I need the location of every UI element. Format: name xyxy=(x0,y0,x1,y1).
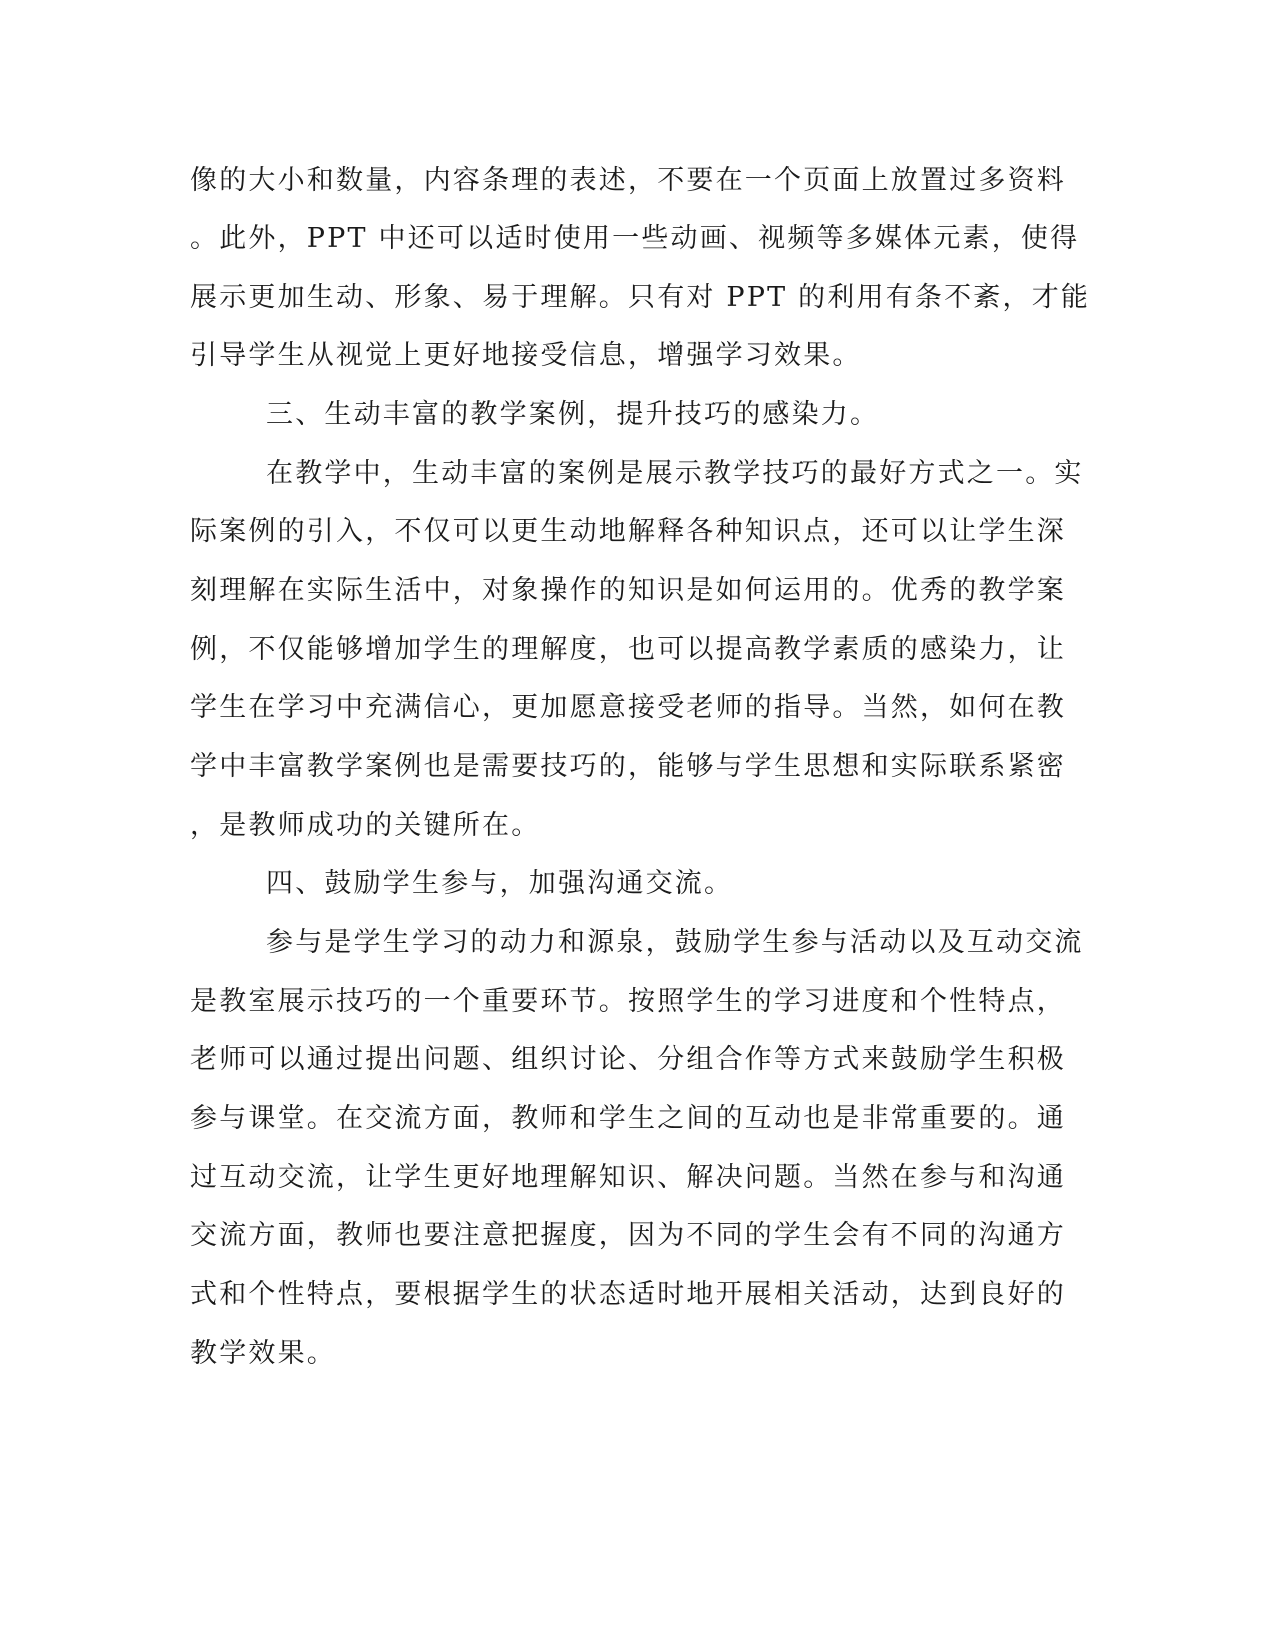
paragraph-line: 是教室展示技巧的一个重要环节。按照学生的学习进度和个性特点， xyxy=(190,986,1066,1017)
section-heading-3: 三、生动丰富的教学案例，提升技巧的感染力。 xyxy=(266,399,880,430)
paragraph-line: 在教学中，生动丰富的案例是展示教学技巧的最好方式之一。实 xyxy=(266,458,1084,489)
paragraph-line: 刻理解在实际生活中，对象操作的知识是如何运用的。优秀的教学案 xyxy=(190,575,1066,606)
paragraph-line: 际案例的引入，不仅可以更生动地解释各种知识点，还可以让学生深 xyxy=(190,516,1066,547)
paragraph-line: 参与是学生学习的动力和源泉，鼓励学生参与活动以及互动交流 xyxy=(266,927,1084,958)
paragraph-line: 式和个性特点，要根据学生的状态适时地开展相关活动，达到良好的 xyxy=(190,1279,1066,1310)
paragraph-line: 像的大小和数量，内容条理的表述，不要在一个页面上放置过多资料 xyxy=(190,165,1066,196)
paragraph-line: ，是教师成功的关键所在。 xyxy=(190,810,541,841)
paragraph-line: 老师可以通过提出问题、组织讨论、分组合作等方式来鼓励学生积极 xyxy=(190,1044,1066,1075)
paragraph-line: 教学效果。 xyxy=(190,1338,336,1369)
paragraph-line: 学中丰富教学案例也是需要技巧的，能够与学生思想和实际联系紧密 xyxy=(190,751,1066,782)
paragraph-line: 引导学生从视觉上更好地接受信息，增强学习效果。 xyxy=(190,340,862,371)
paragraph-line: 展示更加生动、形象、易于理解。只有对 PPT 的利用有条不紊，才能 xyxy=(190,282,1091,313)
paragraph-line: 过互动交流，让学生更好地理解知识、解决问题。当然在参与和沟通 xyxy=(190,1162,1066,1193)
paragraph-line: 例，不仅能够增加学生的理解度，也可以提高教学素质的感染力，让 xyxy=(190,634,1066,665)
paragraph-line: 学生在学习中充满信心，更加愿意接受老师的指导。当然，如何在教 xyxy=(190,692,1066,723)
paragraph-line: 参与课堂。在交流方面，教师和学生之间的互动也是非常重要的。通 xyxy=(190,1103,1066,1134)
paragraph-line: 。此外，PPT 中还可以适时使用一些动画、视频等多媒体元素，使得 xyxy=(190,223,1080,254)
paragraph-line: 交流方面，教师也要注意把握度，因为不同的学生会有不同的沟通方 xyxy=(190,1220,1066,1251)
section-heading-4: 四、鼓励学生参与，加强沟通交流。 xyxy=(266,868,734,899)
